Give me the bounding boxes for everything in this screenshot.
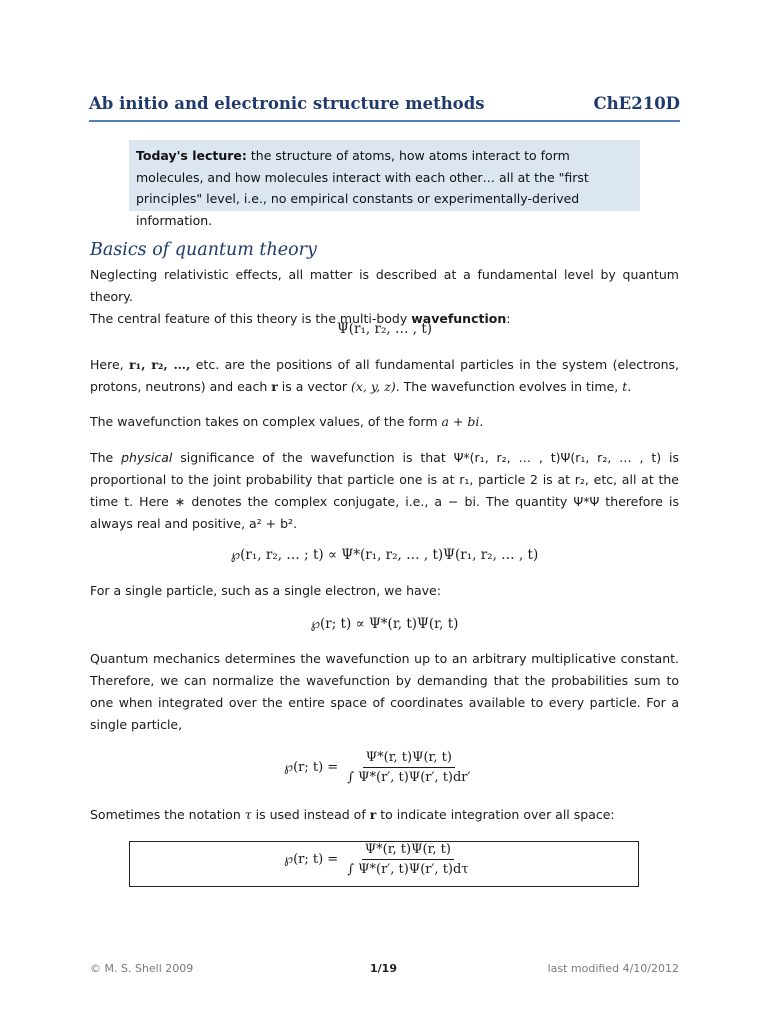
footer-page-number: 1/19 [370,962,397,975]
eq5-numerator: Ψ*(r, t)Ψ(r, t) [362,842,454,860]
intro-line-2c: : [506,311,511,326]
section-heading: Basics of quantum theory [90,240,317,260]
lecture-callout [129,140,640,228]
callout-label: Today's lecture: [136,148,247,163]
equation-normalized-probability [284,750,473,785]
page-header [89,92,680,122]
eq4-numerator: Ψ*(r, t)Ψ(r, t) [363,750,455,768]
paragraph-single-particle: For a single particle, such as a single electron, we have: [90,583,441,598]
paragraph-normalize: Quantum mechanics determines the wavefunction up to an arbitrary multiplicative constant. Therefore, we can normalize the wavefunction by demanding that the probabilities sum to one when integrated over the entire space of coordinates available to every particle. For a single particle, [90,651,679,732]
equation-wavefunction: Ψ(r₁, r₂, … , t) [336,321,433,337]
equation-joint-probability: ℘(r₁, r₂, … ; t) ∝ Ψ*(r₁, r₂, … , t)Ψ(r₁, r₂, … , t) [230,547,539,563]
math-a-plus-bi: a + bi [441,414,480,429]
equation-tau-probability [284,842,472,877]
intro-line-2a: The central feature of this theory is the multi-body [90,311,412,326]
intro-line-1: Neglecting relativistic effects, all matter is described at a fundamental level by quantum theory. [90,267,679,304]
course-code: ChE210D [593,94,680,113]
footer-copyright: © M. S. Shell 2009 [90,962,194,975]
math-r1-r2: r₁, r₂, …, [129,357,191,372]
paragraph-complex: The wavefunction takes on complex values, of the form a + bi. [90,414,484,429]
math-r-bold: r [369,807,377,822]
math-tau: τ [244,807,252,822]
paragraph-tau: Sometimes the notation τ is used instead of r to indicate integration over all space: [90,807,615,822]
wavefunction-term: wavefunction [411,311,507,326]
paragraph-positions: Here, r₁, r₂, …, etc. are the positions of all fundamental particles in the system (electrons, protons, neutrons) and each r is a vector (x, y, z). The wavefunction evolves in time, t. [90,357,679,394]
math-r: r [271,379,278,394]
eq5-fraction [344,842,471,877]
document-title: Ab initio and electronic structure methods [89,94,485,113]
math-t: t [622,379,628,394]
equation-single-probability: ℘(r; t) ∝ Ψ*(r, t)Ψ(r, t) [310,616,459,632]
eq4-fraction [344,750,473,785]
eq5-lhs: ℘(r; t) = [284,852,339,867]
physical-term: physical [121,450,173,465]
callout-text: the structure of atoms, how atoms interact to form molecules, and how molecules interact with each other… all at the "first principles" level, i.e., no empirical constants or experimentally-derived information. [136,148,589,228]
eq4-denominator: ∫ Ψ*(r′, t)Ψ(r′, t)dr′ [347,770,471,785]
paragraph-physical: The physical significance of the wavefunction is that Ψ*(r₁, r₂, … , t)Ψ(r₁, r₂, … , t) is proportional to the joint probability that particle one is at r₁, particle 2 is at r₂, etc, all at the time t. Here ∗ denotes the complex conjugate, i.e., a − bi. The quantity Ψ*Ψ therefore is always real and positive, a² + b². [90,450,679,531]
eq5-denominator: ∫ Ψ*(r′, t)Ψ(r′, t)dτ [347,862,469,877]
eq4-lhs: ℘(r; t) = [284,760,339,775]
footer-last-modified: last modified 4/10/2012 [547,962,679,975]
math-xyz: (x, y, z) [351,379,396,394]
